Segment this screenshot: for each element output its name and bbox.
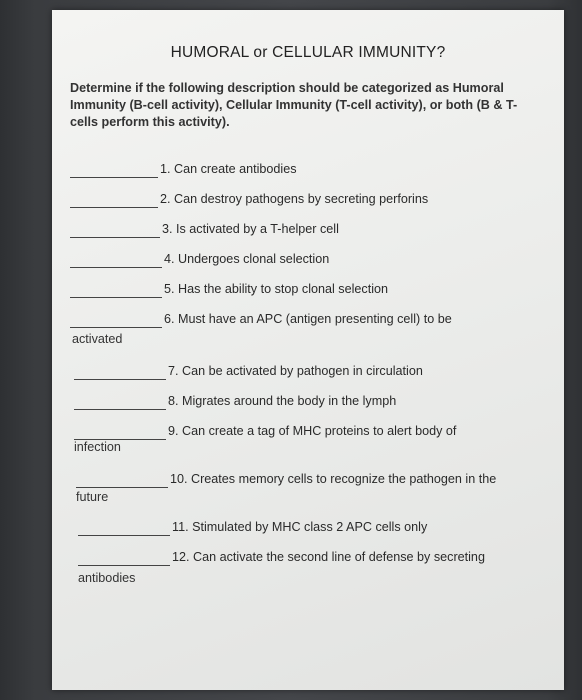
answer-blank-6[interactable] <box>70 326 162 328</box>
question-8 <box>70 394 550 412</box>
question-7-text: 7. Can be activated by pathogen in circulation <box>168 364 423 378</box>
question-12-text: 12. Can activate the second line of defense by secreting <box>172 550 485 564</box>
question-8-text: 8. Migrates around the body in the lymph <box>168 394 397 408</box>
question-6 <box>70 312 550 330</box>
question-12 <box>70 550 550 568</box>
question-1-text: 1. Can create antibodies <box>160 162 297 176</box>
question-4-text: 4. Undergoes clonal selection <box>164 252 330 266</box>
question-5-text: 5. Has the ability to stop clonal selection <box>164 282 389 296</box>
question-10 <box>70 472 550 490</box>
question-2-text: 2. Can destroy pathogens by secreting perforins <box>160 192 429 206</box>
question-1 <box>70 162 550 180</box>
question-12-continuation: antibodies <box>78 571 136 585</box>
answer-blank-4[interactable] <box>70 266 162 268</box>
question-6-continuation: activated <box>72 332 123 346</box>
question-5 <box>70 282 550 300</box>
worksheet-page <box>52 10 564 690</box>
question-4 <box>70 252 550 270</box>
question-10-text: 10. Creates memory cells to recognize the pathogen in the <box>170 472 497 486</box>
question-6-text: 6. Must have an APC (antigen presenting cell) to be <box>164 312 452 326</box>
answer-blank-8[interactable] <box>74 408 166 410</box>
question-3 <box>70 222 550 240</box>
instructions-text: Determine if the following description should be categorized as Humoral Immunity (B-cell activity), Cellular Immunity (T-cell activity), or both (B & T-cells perform this activity). <box>70 81 518 129</box>
question-9-continuation: infection <box>74 440 121 454</box>
question-10-continuation: future <box>76 490 109 504</box>
answer-blank-5[interactable] <box>70 296 162 298</box>
question-7 <box>70 364 550 382</box>
question-3-text: 3. Is activated by a T-helper cell <box>162 222 339 236</box>
answer-blank-3[interactable] <box>70 236 160 238</box>
question-9-text: 9. Can create a tag of MHC proteins to alert body of <box>168 424 457 438</box>
question-11 <box>70 520 550 538</box>
answer-blank-7[interactable] <box>74 378 166 380</box>
answer-blank-12[interactable] <box>78 564 170 566</box>
page-title: HUMORAL or CELLULAR IMMUNITY? <box>170 44 446 61</box>
answer-blank-2[interactable] <box>70 206 158 208</box>
question-9 <box>70 424 550 442</box>
question-2 <box>70 192 550 210</box>
answer-blank-10[interactable] <box>76 486 168 488</box>
answer-blank-11[interactable] <box>78 534 170 536</box>
answer-blank-1[interactable] <box>70 176 158 178</box>
question-11-text: 11. Stimulated by MHC class 2 APC cells only <box>172 520 428 534</box>
